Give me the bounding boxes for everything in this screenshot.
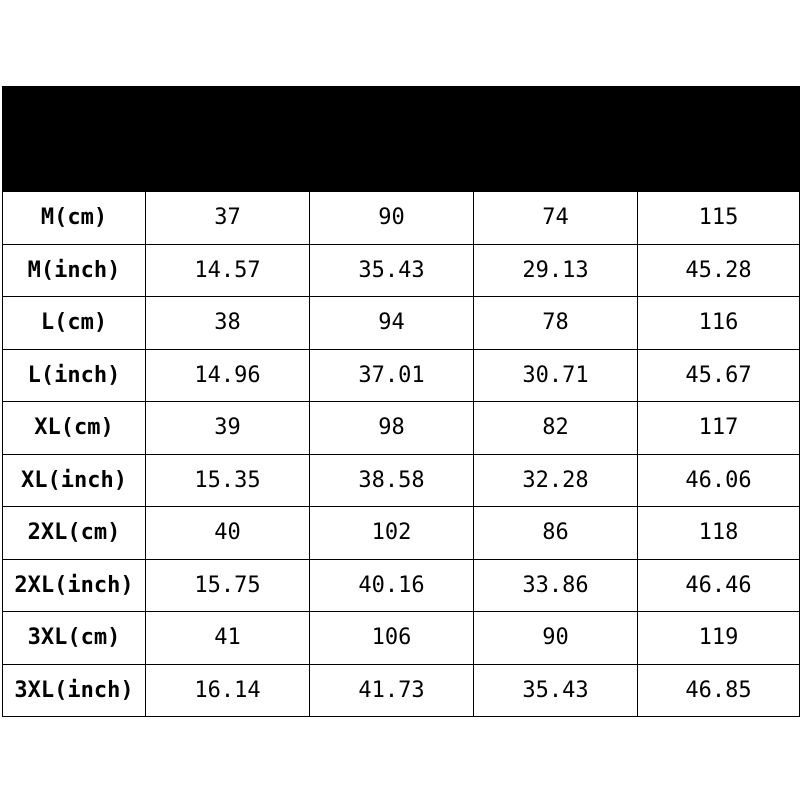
table-row: [3, 402, 800, 455]
size-cell: M(inch): [3, 244, 146, 297]
waist-cell: 74: [474, 192, 638, 245]
length-cell: 119: [638, 612, 800, 665]
waist-cell: 82: [474, 402, 638, 455]
waist-cell: 90: [474, 612, 638, 665]
size-cell: M(cm): [3, 192, 146, 245]
table-header: [3, 87, 800, 192]
size-cell: L(inch): [3, 349, 146, 402]
length-cell: 118: [638, 507, 800, 560]
size-cell: XL(inch): [3, 454, 146, 507]
length-cell: 117: [638, 402, 800, 455]
size-cell: XL(cm): [3, 402, 146, 455]
shoulder-cell: 37: [146, 192, 310, 245]
bust-cell: 41.73: [310, 664, 474, 717]
header-row-top: [3, 87, 800, 140]
length-cell: 46.85: [638, 664, 800, 717]
size-chart-table: [2, 86, 800, 717]
waist-cell: 86: [474, 507, 638, 560]
size-cell: 2XL(cm): [3, 507, 146, 560]
size-cell: 2XL(inch): [3, 559, 146, 612]
table-row: [3, 454, 800, 507]
table-row: [3, 612, 800, 665]
length-cell: 46.46: [638, 559, 800, 612]
bust-cell: 35.43: [310, 244, 474, 297]
size-header: Size: [3, 87, 146, 192]
table-row: [3, 349, 800, 402]
shoulder-cell: 16.14: [146, 664, 310, 717]
table-row: [3, 297, 800, 350]
length-header: Length: [638, 139, 800, 192]
measurement-header: Measurement: [146, 87, 800, 140]
bust-cell: 106: [310, 612, 474, 665]
waist-cell: 29.13: [474, 244, 638, 297]
size-cell: L(cm): [3, 297, 146, 350]
length-cell: 45.28: [638, 244, 800, 297]
bust-cell: 98: [310, 402, 474, 455]
size-cell: 3XL(inch): [3, 664, 146, 717]
shoulder-cell: 14.57: [146, 244, 310, 297]
length-cell: 116: [638, 297, 800, 350]
shoulder-cell: 41: [146, 612, 310, 665]
bust-cell: 40.16: [310, 559, 474, 612]
bust-cell: 37.01: [310, 349, 474, 402]
bust-header: Bust: [310, 139, 474, 192]
waist-cell: 30.71: [474, 349, 638, 402]
shoulder-cell: 38: [146, 297, 310, 350]
length-cell: 46.06: [638, 454, 800, 507]
size-cell: 3XL(cm): [3, 612, 146, 665]
waist-cell: 32.28: [474, 454, 638, 507]
waist-header: Waist: [474, 139, 638, 192]
table-row: [3, 664, 800, 717]
waist-cell: 33.86: [474, 559, 638, 612]
shoulder-cell: 39: [146, 402, 310, 455]
bust-cell: 94: [310, 297, 474, 350]
bust-cell: 38.58: [310, 454, 474, 507]
waist-cell: 78: [474, 297, 638, 350]
table-row: [3, 244, 800, 297]
bust-cell: 90: [310, 192, 474, 245]
shoulder-cell: 15.35: [146, 454, 310, 507]
bust-cell: 102: [310, 507, 474, 560]
table-row: [3, 559, 800, 612]
shoulder-cell: 15.75: [146, 559, 310, 612]
length-cell: 115: [638, 192, 800, 245]
length-cell: 45.67: [638, 349, 800, 402]
shoulder-header: Shoulder: [146, 139, 310, 192]
shoulder-cell: 40: [146, 507, 310, 560]
table-row: [3, 507, 800, 560]
table-body: [3, 192, 800, 717]
waist-cell: 35.43: [474, 664, 638, 717]
table-row: [3, 192, 800, 245]
shoulder-cell: 14.96: [146, 349, 310, 402]
